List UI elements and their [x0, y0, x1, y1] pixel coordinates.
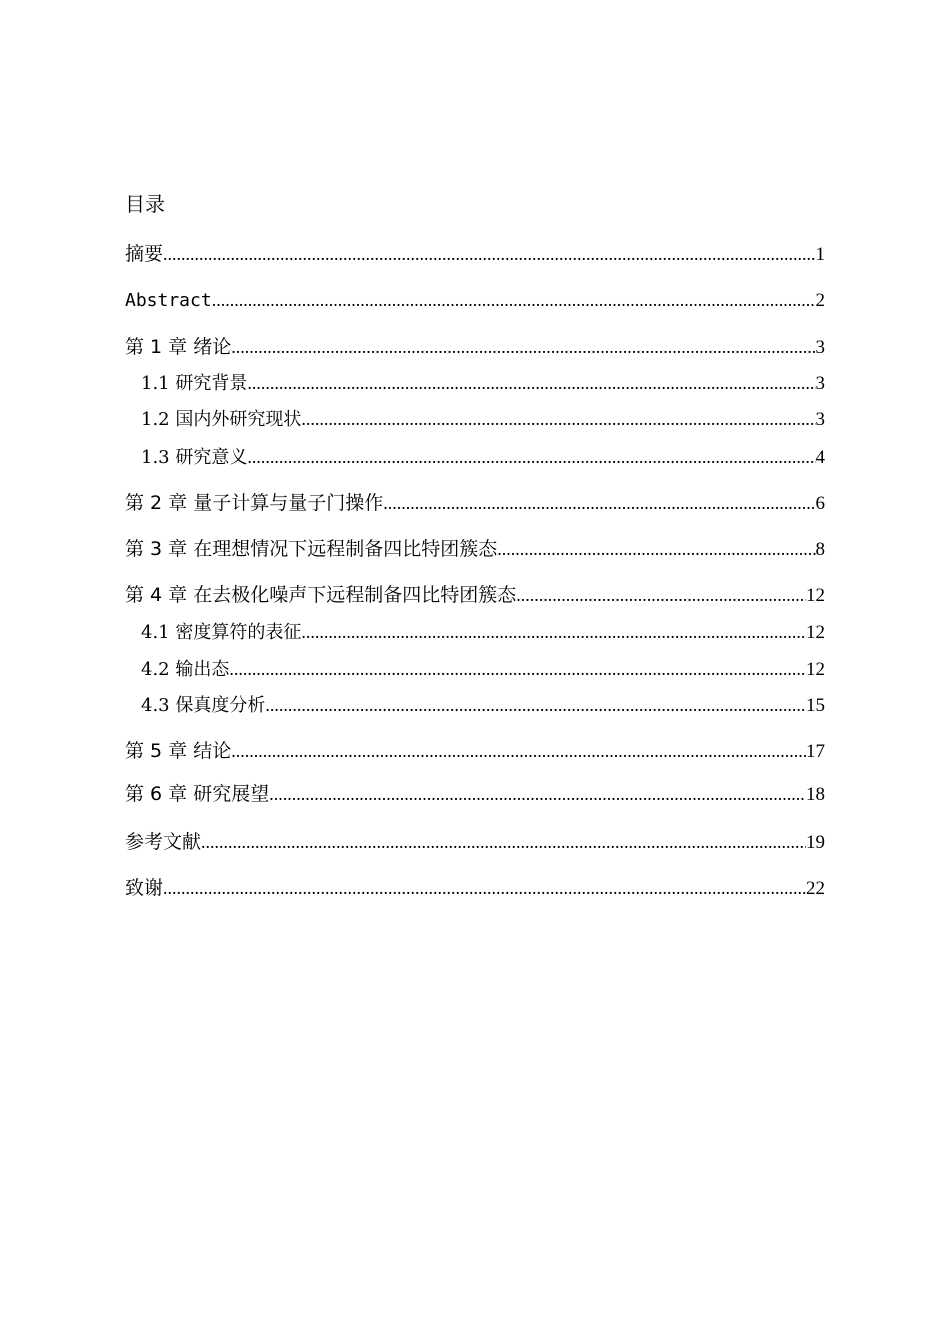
- toc-entry-label: 1.2 国内外研究现状: [141, 409, 302, 430]
- toc-entry-abstract-en[interactable]: [125, 286, 825, 314]
- toc-entry-label: 第 5 章 结论: [125, 740, 232, 762]
- toc-entry-page: 19: [806, 832, 825, 853]
- toc-entry-section-4-1[interactable]: [141, 618, 825, 646]
- toc-entry-page: 6: [815, 493, 825, 514]
- dot-leader: [231, 737, 806, 765]
- toc-entry-label: 4.1 密度算符的表征: [141, 622, 302, 643]
- dot-leader: [163, 874, 806, 902]
- toc-entry-label: 第 4 章 在去极化噪声下远程制备四比特团簇态: [125, 584, 517, 606]
- toc-entry-label: 4.3 保真度分析: [141, 695, 266, 716]
- toc-entry-label: 第 6 章 研究展望: [125, 783, 270, 805]
- toc-entry-page: 15: [806, 695, 825, 716]
- toc-entry-acknowledgements[interactable]: [125, 874, 825, 902]
- toc-entry-label: 1.1 研究背景: [141, 373, 248, 394]
- toc-entry-label: 摘要: [125, 243, 164, 265]
- toc-entry-section-1-3[interactable]: [141, 443, 825, 471]
- dot-leader: [229, 655, 806, 683]
- toc-entry-label: 第 3 章 在理想情况下远程制备四比特团簇态: [125, 538, 498, 560]
- toc-entry-label: Abstract: [125, 290, 212, 311]
- dot-leader: [163, 240, 815, 268]
- toc-entry-section-1-2[interactable]: [141, 405, 825, 433]
- toc-entry-section-4-2[interactable]: [141, 655, 825, 683]
- toc-title: 目录: [125, 192, 165, 216]
- toc-entry-label: 第 2 章 量子计算与量子门操作: [125, 492, 384, 514]
- dot-leader: [265, 691, 806, 719]
- toc-entry-page: 3: [815, 373, 825, 394]
- dot-leader: [301, 405, 815, 433]
- dot-leader: [231, 333, 815, 361]
- toc-entry-chapter-3[interactable]: [125, 535, 825, 563]
- dot-leader: [269, 780, 806, 808]
- toc-entry-chapter-2[interactable]: [125, 489, 825, 517]
- toc-entry-page: 3: [815, 337, 825, 358]
- dot-leader: [497, 535, 815, 563]
- toc-entry-label: 1.3 研究意义: [141, 447, 248, 468]
- dot-leader: [383, 489, 815, 517]
- toc-entry-chapter-6[interactable]: [125, 780, 825, 808]
- dot-leader: [516, 581, 806, 609]
- toc-entry-page: 12: [806, 622, 825, 643]
- toc-entry-page: 12: [806, 659, 825, 680]
- toc-entry-page: 17: [806, 741, 825, 762]
- toc-entry-chapter-4[interactable]: [125, 581, 825, 609]
- dot-leader: [247, 443, 815, 471]
- toc-entry-label: 4.2 输出态: [141, 659, 230, 680]
- toc-entry-label: 致谢: [125, 877, 164, 899]
- toc-entry-page: 12: [806, 585, 825, 606]
- toc-entry-chapter-5[interactable]: [125, 737, 825, 765]
- toc-entry-label: 参考文献: [125, 831, 202, 853]
- toc-entry-page: 18: [806, 784, 825, 805]
- dot-leader: [301, 618, 806, 646]
- toc-entry-label: 第 1 章 绪论: [125, 336, 232, 358]
- dot-leader: [201, 828, 806, 856]
- toc-entry-page: 8: [815, 539, 825, 560]
- toc-entry-section-1-1[interactable]: [141, 369, 825, 397]
- dot-leader: [247, 369, 815, 397]
- toc-entry-references[interactable]: [125, 828, 825, 856]
- toc-entry-section-4-3[interactable]: [141, 691, 825, 719]
- toc-entry-page: 4: [815, 447, 825, 468]
- toc-entry-page: 1: [815, 244, 825, 265]
- toc-entry-page: 22: [806, 878, 825, 899]
- toc-entry-abstract-cn[interactable]: [125, 240, 825, 268]
- toc-entry-page: 3: [815, 409, 825, 430]
- toc-entry-page: 2: [815, 290, 825, 311]
- toc-entry-chapter-1[interactable]: [125, 333, 825, 361]
- dot-leader: [212, 286, 816, 314]
